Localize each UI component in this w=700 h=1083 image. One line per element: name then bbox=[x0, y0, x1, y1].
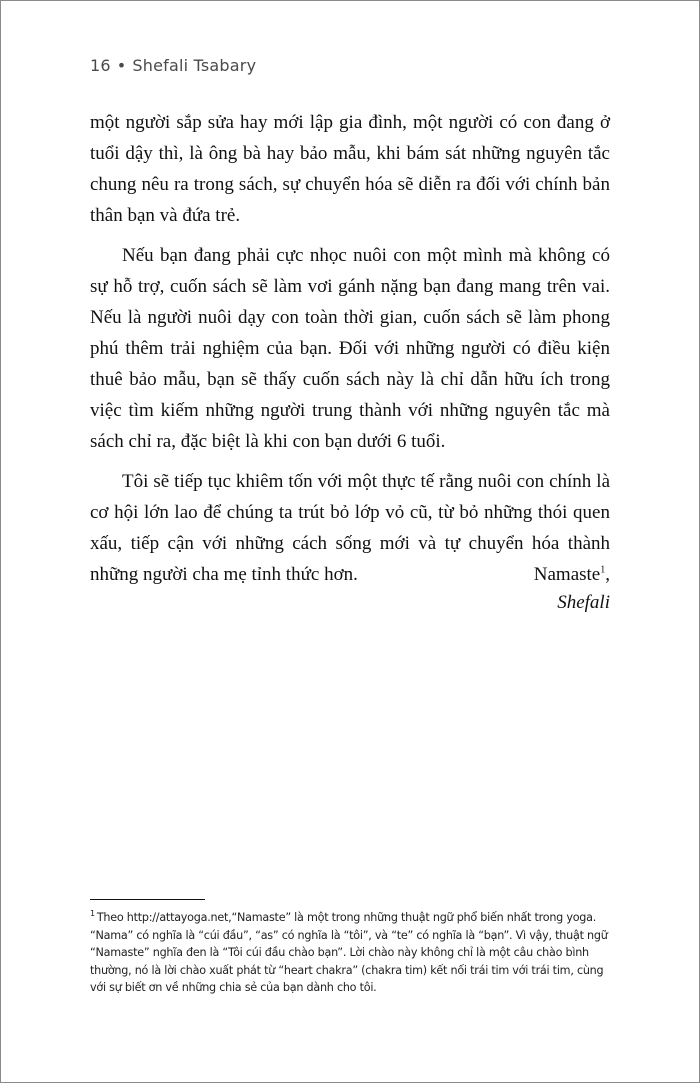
body-text bbox=[90, 107, 610, 590]
footnote-reference: 1 bbox=[600, 564, 606, 576]
signoff-greeting-line bbox=[534, 561, 610, 589]
header-separator: • bbox=[116, 56, 127, 75]
signoff-comma: , bbox=[605, 564, 610, 585]
footnote-text: Theo http://attayoga.net,“Namaste” là một trong những thuật ngữ phổ biến nhất trong yoga. “Nama” có nghĩa là “cúi đầu”, “as” có nghĩa là “tôi”, và “te” có nghĩa là “bạn”. Vì vậy, thuật ngữ “Namaste” nghĩa đen là “Tôi cúi đầu chào bạn”. Lời chào này không chỉ là một câu chào bình thường, nó là lời chào xuất phát từ “heart chakra” (chakra tim) kết nối trái tim với trái tim, cùng với sự biết ơn về những chia sẻ của bạn dành cho tôi. bbox=[90, 911, 608, 994]
footnote bbox=[90, 909, 612, 997]
signoff bbox=[534, 561, 610, 617]
page-number: 16 bbox=[90, 56, 111, 75]
footnote-divider bbox=[90, 899, 205, 900]
header-author: Shefali Tsabary bbox=[132, 56, 257, 75]
signoff-name: Shefali bbox=[557, 592, 610, 613]
signoff-greeting: Namaste bbox=[533, 564, 601, 585]
paragraph: Tôi sẽ tiếp tục khiêm tốn với một thực tế rằng nuôi con chính là cơ hội lớn lao để chúng ta trút bỏ lớp vỏ cũ, từ bỏ những thói quen xấu, tiếp cận với những cách sống mới và tự chuyển hóa thành những người cha mẹ tỉnh thức hơn. bbox=[90, 471, 610, 585]
footnote-marker: 1 bbox=[90, 909, 95, 919]
paragraph: Nếu bạn đang phải cực nhọc nuôi con một mình mà không có sự hỗ trợ, cuốn sách sẽ làm vơi gánh nặng bạn đang mang trên vai. Nếu là người nuôi dạy con toàn thời gian, cuốn sách sẽ làm phong phú thêm trải nghiệm của bạn. Đối với những người có điều kiện thuê bảo mẫu, bạn sẽ thấy cuốn sách này là chỉ dẫn hữu ích trong việc tìm kiếm những người trung thành với những nguyên tắc mà sách chỉ ra, đặc biệt là khi con bạn dưới 6 tuổi. bbox=[90, 245, 610, 452]
paragraph: một người sắp sửa hay mới lập gia đình, một người có con đang ở tuổi dậy thì, là ông bà hay bảo mẫu, khi bám sát những nguyên tắc chung nêu ra trong sách, sự chuyển hóa sẽ diễn ra đối với chính bản thân bạn và đứa trẻ. bbox=[90, 112, 610, 226]
running-header bbox=[90, 56, 256, 75]
